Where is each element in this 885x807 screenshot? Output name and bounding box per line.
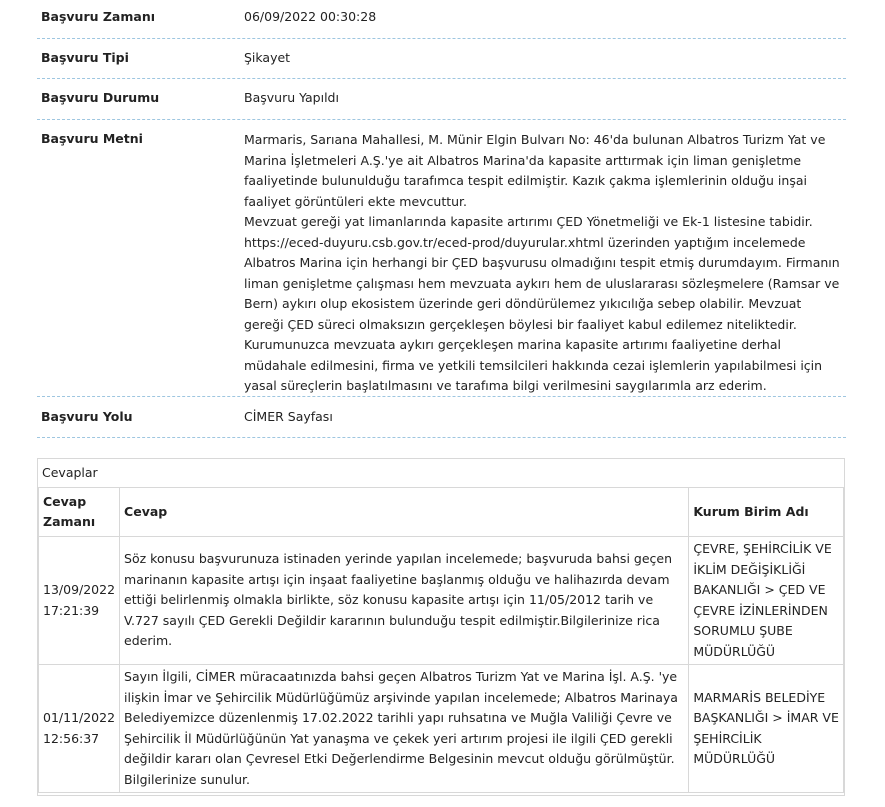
row-application-status bbox=[37, 90, 846, 120]
value-application-time: 06/09/2022 00:30:28 bbox=[244, 9, 377, 24]
label-application-channel: Başvuru Yolu bbox=[41, 409, 133, 424]
answer-text: Sayın İlgili, CİMER müracaatınızda bahsi geçen Albatros Turizm Yat ve Marina İşl. A.Ş. 'ye ilişkin İmar ve Şehircilik Müdürlüğümüz arşivinde yapılan incelemede; Albatros Marinaya Belediyemizce düzenlenmiş 17.02.2022 tarihli yapı ruhsatına ve Muğla Valiliği Çevre ve Şehircilik İl Müdürlüğünün Yat yanaşma ve çekek yeri artırım projesi ile ilgili ÇED gerekli değildir kararı olan Çevresel Etki Değerlendirme Belgesinin mevcut olduğu görülmüştür. Bilgilerinize sunulur. bbox=[120, 665, 689, 793]
value-application-channel: CİMER Sayfası bbox=[244, 409, 333, 424]
answers-title: Cevaplar bbox=[42, 465, 98, 480]
value-application-type: Şikayet bbox=[244, 50, 291, 65]
answer-time: 13/09/2022 17:21:39 bbox=[39, 537, 120, 665]
label-application-time: Başvuru Zamanı bbox=[41, 9, 156, 24]
application-text-paragraph-2: Mevzuat gereği yat limanlarında kapasite artırımı ÇED Yönetmeliği ve Ek-1 listesine tabidir. https://eced-duyuru.csb.gov.tr/eced-prod/duyurular.xhtml üzerinden yaptığım incelemede Albatros Marina için herhangi bir ÇED başvurusu olmadığını tespit etmiş durumdayım. Firmanın liman genişletme çalışması hem mevzuata aykırı hem de uluslararası sözleşmelere (Ramsar ve Bern) aykırı olup ekosistem üzerinde geri döndürülemez yıkıcılığa sebep olabilir. Mevzuat gereği ÇED süreci olmaksızın gerçekleşen böylesi bir faaliyet kabul edilemez niteliktedir. bbox=[244, 214, 840, 332]
answer-unit: MARMARİS BELEDİYE BAŞKANLIĞI > İMAR VE ŞEHİRCİLİK MÜDÜRLÜĞÜ bbox=[689, 665, 844, 793]
table-row bbox=[39, 665, 844, 793]
row-application-text bbox=[37, 131, 846, 397]
value-application-status: Başvuru Yapıldı bbox=[244, 90, 339, 105]
header-answer: Cevap bbox=[120, 488, 689, 537]
answers-panel bbox=[37, 458, 845, 796]
answers-table bbox=[38, 487, 844, 793]
row-application-type bbox=[37, 50, 846, 79]
row-application-time bbox=[37, 9, 846, 39]
label-application-status: Başvuru Durumu bbox=[41, 90, 160, 105]
table-row bbox=[39, 537, 844, 665]
label-application-type: Başvuru Tipi bbox=[41, 50, 129, 65]
answers-header-row bbox=[39, 488, 844, 537]
answer-text: Söz konusu başvurunuza istinaden yerinde yapılan incelemede; başvuruda bahsi geçen marinanın kapasite artışı için inşaat faaliyetine başlanmış olduğu ve halihazırda devam ettiği belirlenmiş olmakla birlikte, söz konusu kapasite artışı için 11/05/2012 tarih ve V.727 sayılı ÇED Gerekli Değildir kararının bulunduğu tespit edilmiştir.Bilgilerinize rica ederim. bbox=[120, 537, 689, 665]
answer-unit: ÇEVRE, ŞEHİRCİLİK VE İKLİM DEĞİŞİKLİĞİ BAKANLIĞI > ÇED VE ÇEVRE İZİNLERİNDEN SORUMLU ŞUBE MÜDÜRLÜĞÜ bbox=[689, 537, 844, 665]
row-application-channel bbox=[37, 409, 846, 438]
value-application-text bbox=[244, 130, 844, 397]
answer-time: 01/11/2022 12:56:37 bbox=[39, 665, 120, 793]
application-text-paragraph-3: Kurumunuzca mevzuata aykırı gerçekleşen marina kapasite artırımı faaliyetine derhal müdahale edilmesini, firma ve yetkili temsilcileri hakkında cezai işlemlerin yapılabilmesi için yasal süreçlerin başlatılmasını ve tarafıma bilgi verilmesini saygılarımla arz ederim. bbox=[244, 337, 823, 393]
label-application-text: Başvuru Metni bbox=[41, 131, 143, 146]
application-text-paragraph-1: Marmaris, Sarıana Mahallesi, M. Münir Elgin Bulvarı No: 46'da bulunan Albatros Turizm Yat ve Marina İşletmeleri A.Ş.'ye ait Albatros Marina'da kapasite arttırmak için liman genişletme faaliyetinde bulunulduğu tarafımca tespit edilmiştir. Kazık çakma işlemlerinin olduğu inşai faaliyet görüntüleri ekte mevcuttur. bbox=[244, 132, 826, 209]
header-answer-time: Cevap Zamanı bbox=[39, 488, 120, 537]
header-unit-name: Kurum Birim Adı bbox=[689, 488, 844, 537]
